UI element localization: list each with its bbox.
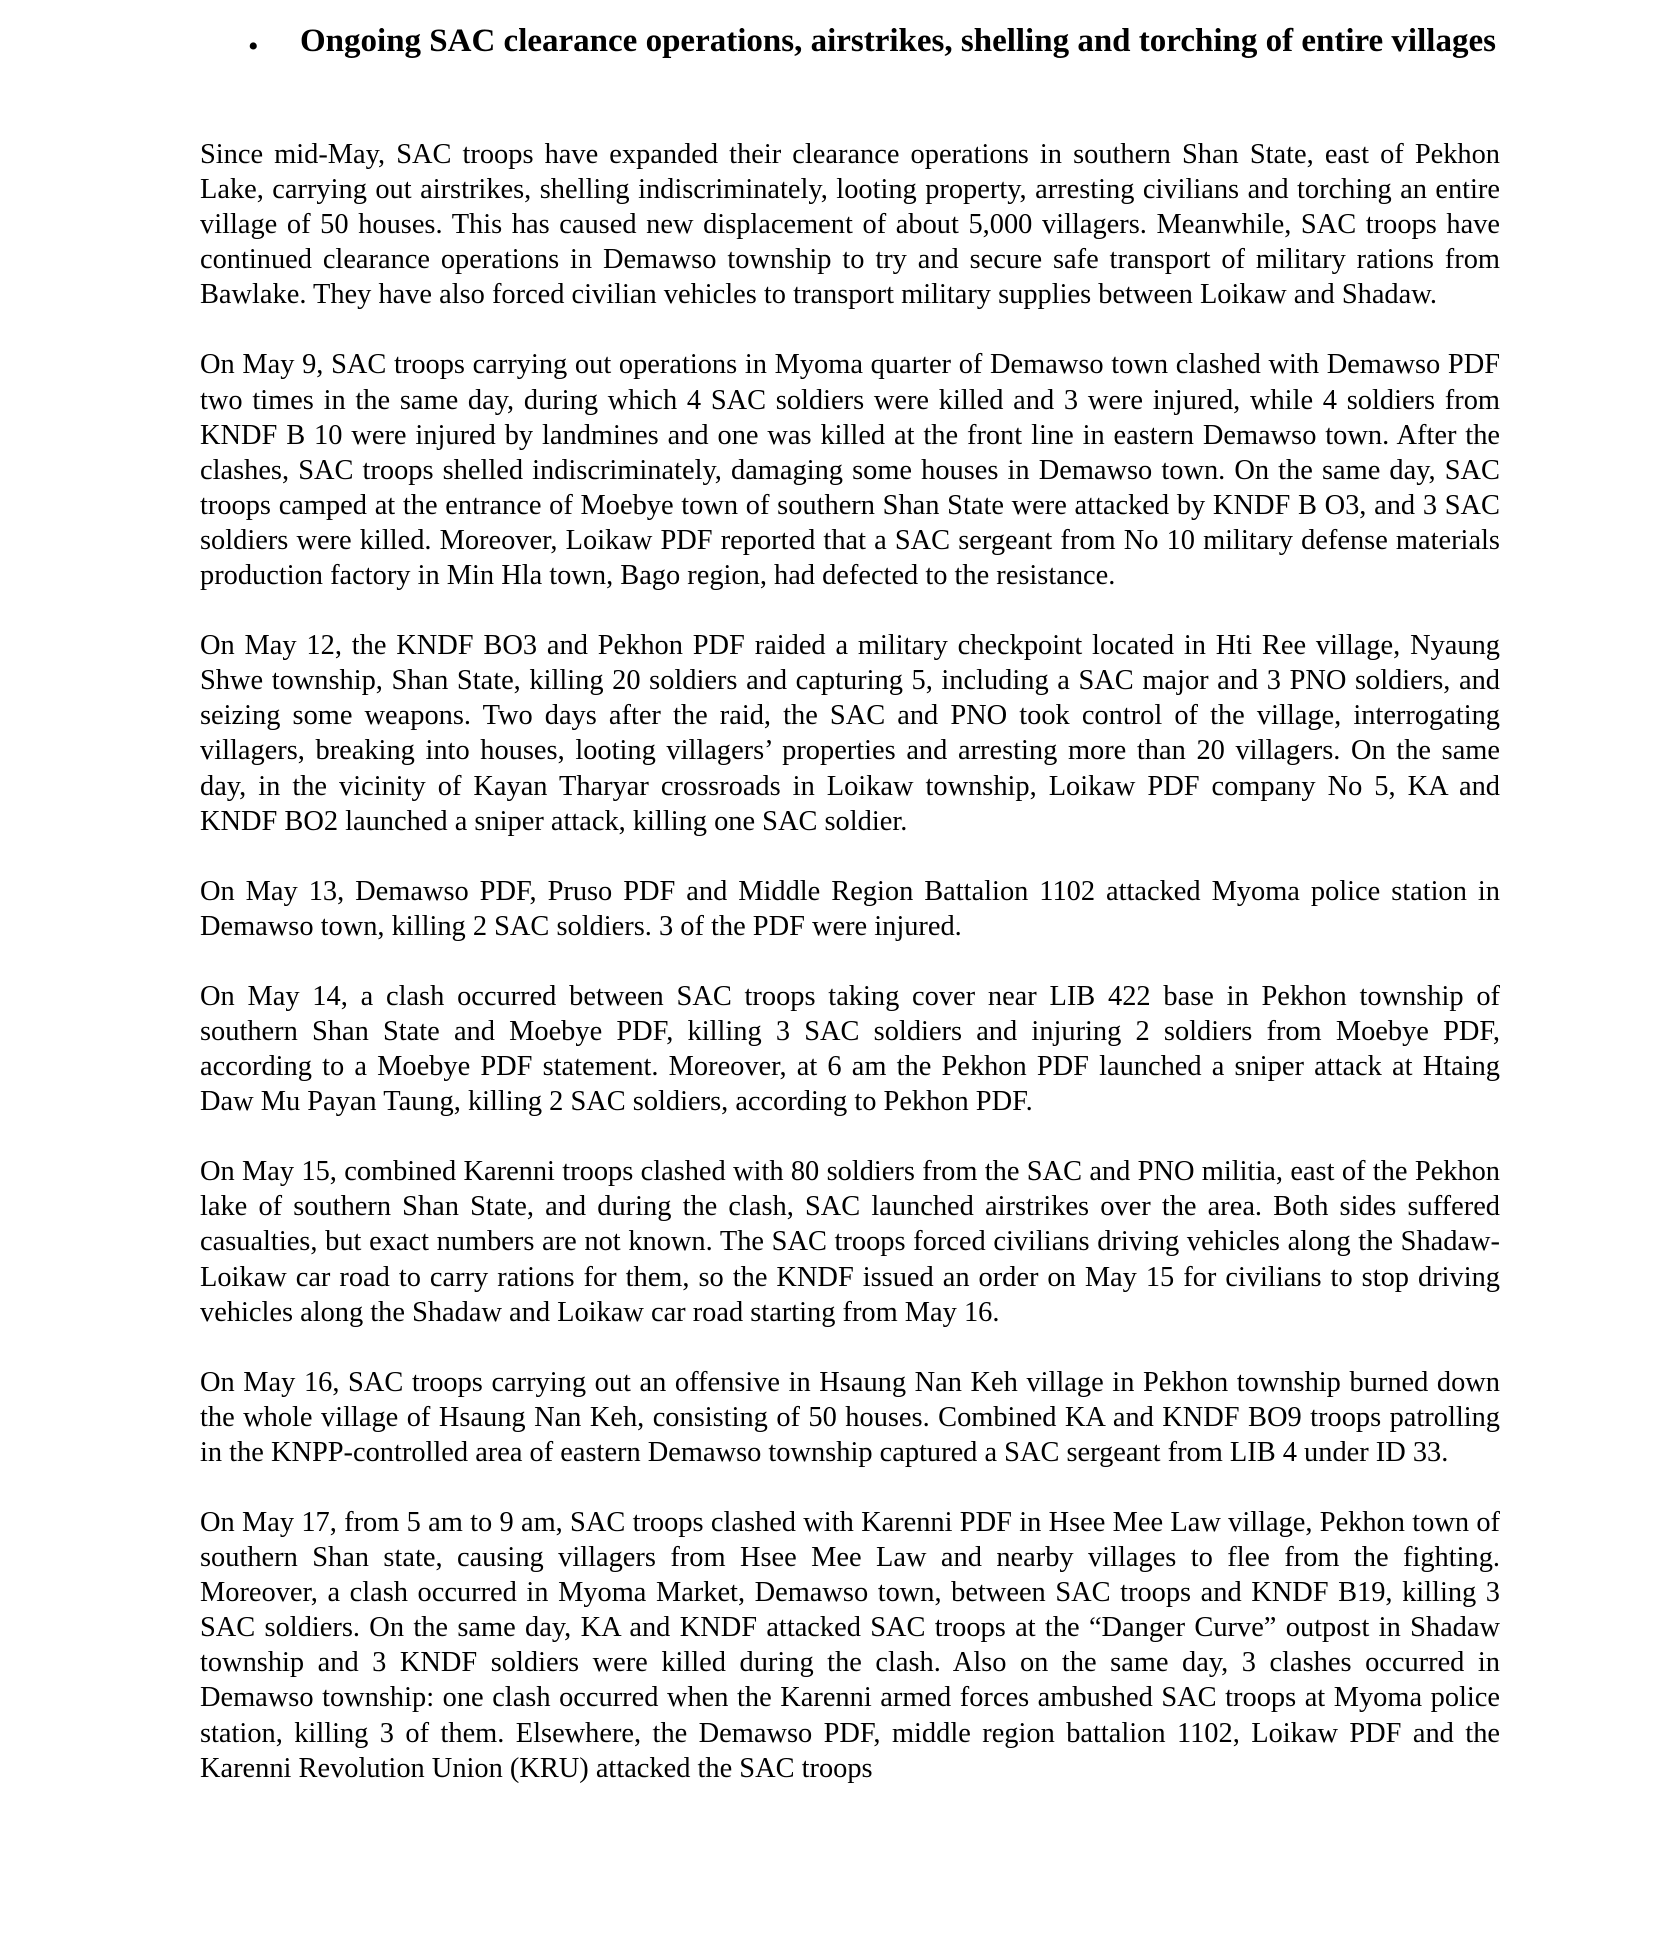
document-body <box>200 137 1500 1821</box>
paragraph-may-12: On May 12, the KNDF BO3 and Pekhon PDF raided a military checkpoint located in Hti Ree village, Nyaung Shwe township, Shan State, killing 20 soldiers and capturing 5, including a SAC major and 3 PNO soldiers, and seizing some weapons. Two days after the raid, the SAC and PNO took control of the village, interrogating villagers, breaking into houses, looting villagers’ properties and arresting more than 20 villagers. On the same day, in the vicinity of Kayan Tharyar crossroads in Loikaw township, Loikaw PDF company No 5, KA and KNDF BO2 launched a sniper attack, killing one SAC soldier. <box>200 630 1500 837</box>
paragraph-may-9: On May 9, SAC troops carrying out operations in Myoma quarter of Demawso town clashed with Demawso PDF two times in the same day, during which 4 SAC soldiers were killed and 3 were injured, while 4 soldiers from KNDF B 10 were injured by landmines and one was killed at the front line in eastern Demawso town. After the clashes, SAC troops shelled indiscriminately, damaging some houses in Demawso town. On the same day, SAC troops camped at the entrance of Moebye town of southern Shan State were attacked by KNDF B O3, and 3 SAC soldiers were killed. Moreover, Loikaw PDF reported that a SAC sergeant from No 10 military defense materials production factory in Min Hla town, Bago region, had defected to the resistance. <box>200 349 1500 592</box>
section-heading <box>248 22 1500 63</box>
paragraph-may-15: On May 15, combined Karenni troops clashed with 80 soldiers from the SAC and PNO militia, east of the Pekhon lake of southern Shan State, and during the clash, SAC launched airstrikes over the area. Both sides suffered casualties, but exact numbers are not known. The SAC troops forced civilians driving vehicles along the Shadaw-Loikaw car road to carry rations for them, so the KNDF issued an order on May 15 for civilians to stop driving vehicles along the Shadaw and Loikaw car road starting from May 16. <box>200 1156 1500 1328</box>
section-heading-text: Ongoing SAC clearance operations, airstrikes, shelling and torching of entire villages <box>300 23 1496 59</box>
paragraph-may-17: On May 17, from 5 am to 9 am, SAC troops clashed with Karenni PDF in Hsee Mee Law village, Pekhon town of southern Shan state, causing villagers from Hsee Mee Law and nearby villages to flee from the fighting. Moreover, a clash occurred in Myoma Market, Demawso town, between SAC troops and KNDF B19, killing 3 SAC soldiers. On the same day, KA and KNDF attacked SAC troops at the “Danger Curve” outpost in Shadaw township and 3 KNDF soldiers were killed during the clash. Also on the same day, 3 clashes occurred in Demawso township: one clash occurred when the Karenni armed forces ambushed SAC troops at Myoma police station, killing 3 of them. Elsewhere, the Demawso PDF, middle region battalion 1102, Loikaw PDF and the Karenni Revolution Union (KRU) attacked the SAC troops <box>200 1507 1500 1784</box>
paragraph-may-13: On May 13, Demawso PDF, Pruso PDF and Middle Region Battalion 1102 attacked Myoma police station in Demawso town, killing 2 SAC soldiers. 3 of the PDF were injured. <box>200 875 1500 942</box>
paragraph-intro: Since mid-May, SAC troops have expanded their clearance operations in southern Shan State, east of Pekhon Lake, carrying out airstrikes, shelling indiscriminately, looting property, arresting civilians and torching an entire village of 50 houses. This has caused new displacement of about 5,000 villagers. Meanwhile, SAC troops have continued clearance operations in Demawso township to try and secure safe transport of military rations from Bawlake. They have also forced civilian vehicles to transport military supplies between Loikaw and Shadaw. <box>200 139 1500 311</box>
paragraph-may-16: On May 16, SAC troops carrying out an offensive in Hsaung Nan Keh village in Pekhon township burned down the whole village of Hsaung Nan Keh, consisting of 50 houses. Combined KA and KNDF BO9 troops patrolling in the KNPP-controlled area of eastern Demawso township captured a SAC sergeant from LIB 4 under ID 33. <box>200 1366 1500 1468</box>
bullet-icon: • <box>248 30 259 63</box>
paragraph-may-14: On May 14, a clash occurred between SAC troops taking cover near LIB 422 base in Pekhon township of southern Shan State and Moebye PDF, killing 3 SAC soldiers and injuring 2 soldiers from Moebye PDF, according to a Moebye PDF statement. Moreover, at 6 am the Pekhon PDF launched a sniper attack at Htaing Daw Mu Payan Taung, killing 2 SAC soldiers, according to Pekhon PDF. <box>200 980 1500 1118</box>
